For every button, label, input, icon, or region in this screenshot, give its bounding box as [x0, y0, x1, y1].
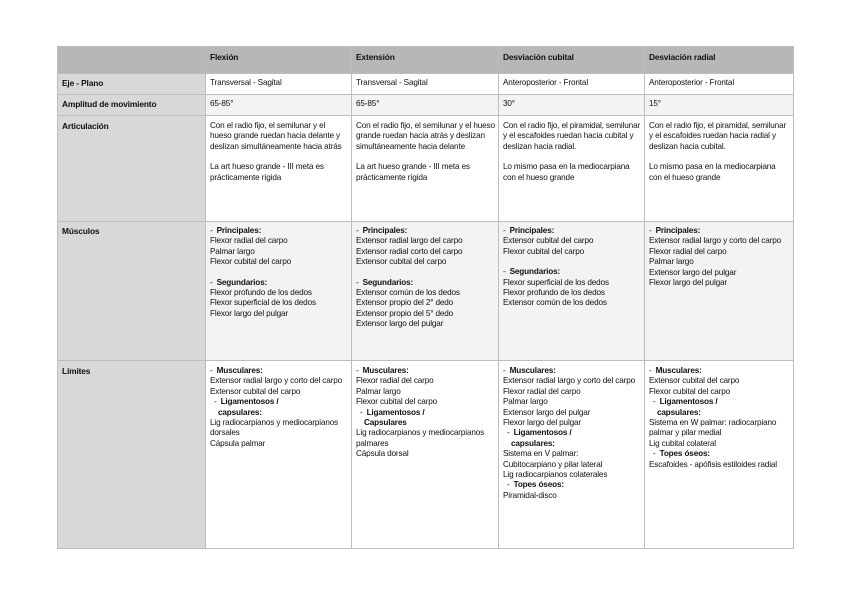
cell-text-line: Sistema en V palmar: [503, 449, 579, 459]
header-flexion: Flexión [206, 47, 352, 74]
table-cell [352, 74, 499, 95]
dash-bullet-icon: - [507, 428, 510, 438]
header-extension: Extensión [352, 47, 499, 74]
cell-text-line: Extensor radial largo del carpo [356, 236, 463, 246]
cell-text-line: Extensor largo del pulgar [356, 319, 444, 329]
cell-text-line: Lig radiocarpianos colaterales [503, 470, 608, 480]
cell-subheading-text: Ligamentosos / [366, 407, 425, 417]
cell-subheading-text: Segundarios: [362, 277, 414, 287]
cell-text-line: Extensor radial largo y corto del carpo [503, 376, 636, 386]
cell-text-line: Flexor profundo de los dedos [210, 288, 312, 298]
paragraph-gap [649, 152, 790, 162]
cell-subheading-text: Musculares: [216, 366, 263, 375]
cell-subheading-text: Musculares: [655, 366, 702, 375]
row-articulacion [58, 116, 794, 222]
dash-bullet-icon: - [210, 226, 213, 235]
cell-subheading [503, 480, 641, 490]
row-musculos [58, 222, 794, 361]
cell-text-line: Flexor cubital del carpo [649, 386, 731, 396]
header-row [58, 47, 794, 74]
paragraph-gap [503, 152, 641, 162]
cell-subheading-text: Principales: [655, 226, 701, 235]
table-cell [499, 222, 645, 361]
paragraph-gap [210, 268, 348, 278]
cell-subheading [649, 397, 790, 407]
cell-text-line: Flexor radial del carpo [210, 236, 288, 246]
cell-subheading [503, 428, 641, 438]
cell-subheading-text: Musculares: [362, 366, 409, 375]
table-cell [499, 361, 645, 549]
cell-text-line: Extensor radial corto del carpo [356, 246, 463, 256]
dash-bullet-icon: - [507, 480, 510, 490]
cell-subheading-text: Principales: [509, 226, 555, 235]
cell-subheading [210, 366, 348, 376]
cell-text-line: Flexor largo del pulgar [210, 308, 289, 318]
paragraph-gap [503, 257, 641, 267]
cell-text-line: Flexor superficial de los dedos [503, 277, 609, 287]
cell-text-line: Lo mismo pasa en la mediocarpiana con el hueso grande [503, 162, 630, 182]
cell-subheading-continued: capsulares: [511, 438, 555, 448]
cell-subheading [356, 408, 495, 418]
cell-text-line: Flexor superficial de los dedos [210, 298, 316, 308]
dash-bullet-icon: - [653, 397, 656, 407]
table-cell [206, 116, 352, 222]
corner-header [58, 47, 206, 74]
table-cell [645, 116, 794, 222]
cell-subheading [356, 278, 495, 288]
cell-subheading-text: Topes óseos: [659, 449, 710, 459]
header-desviacion-cubital: Desviación cubital [499, 47, 645, 74]
cell-text-line: Lig radiocarpianos y mediocarpianos dorsales [210, 418, 339, 438]
table-cell [206, 74, 352, 95]
table-cell [645, 95, 794, 116]
table-cell [499, 95, 645, 116]
cell-subheading-continued: Capsulares [364, 418, 407, 428]
cell-subheading-text: Segundarios: [509, 267, 561, 277]
cell-subheading [649, 226, 790, 236]
table-cell [645, 361, 794, 549]
cell-text-line: Con el radio fijo, el piramidal, semilunar y el escafoides ruedan hacia radial y deslizan hacia cubital. [649, 121, 787, 151]
cell-text-line: Palmar largo [210, 246, 255, 256]
dash-bullet-icon: - [214, 397, 217, 407]
dash-bullet-icon: - [356, 226, 359, 235]
cell-text-line: Lo mismo pasa en la mediocarpiana con el hueso grande [649, 162, 776, 182]
table-cell [352, 361, 499, 549]
dash-bullet-icon: - [503, 226, 506, 235]
cell-subheading-text: Ligamentosos / [513, 428, 572, 438]
cell-subheading [210, 226, 348, 236]
cell-subheading [210, 397, 348, 407]
cell-text-line: Flexor largo del pulgar [503, 418, 582, 428]
cell-subheading-text: Ligamentosos / [659, 397, 718, 407]
cell-text-line: Extensor radial largo y corto del carpo [649, 236, 782, 246]
cell-text-line: Extensor radial largo y corto del carpo [210, 376, 343, 386]
cell-text-line: Cubitocarpiano y pilar lateral [503, 459, 603, 469]
cell-subheading [503, 226, 641, 236]
cell-text-line: 65-85° [356, 99, 380, 108]
cell-text-line: Piramidal-disco [503, 490, 557, 500]
cell-subheading [503, 366, 641, 376]
cell-text-line: Flexor profundo de los dedos [503, 288, 605, 298]
paragraph-gap [210, 152, 348, 162]
cell-text-line: Extensor propio del 5° dedo [356, 308, 454, 318]
cell-text-line: La art hueso grande - III meta es prácticamente rígida [210, 162, 324, 182]
cell-subheading-continued: capsulares: [657, 407, 701, 417]
row-label: Músculos [58, 222, 206, 361]
dash-bullet-icon: - [653, 449, 656, 459]
cell-text-line: Anteroposterior - Frontal [503, 78, 588, 87]
cell-subheading-text: Ligamentosos / [220, 397, 279, 407]
cell-text-line: Con el radio fijo, el semilunar y el hueso grande ruedan hacia atrás y deslizan simultáneamente hacia delante [356, 121, 495, 151]
cell-text-line: Extensor largo del pulgar [649, 267, 737, 277]
cell-text-line: Palmar largo [649, 257, 694, 267]
table-cell [352, 222, 499, 361]
cell-text-line: Flexor cubital del carpo [210, 257, 292, 267]
table-cell [352, 95, 499, 116]
dash-bullet-icon: - [210, 277, 213, 287]
table-cell [206, 361, 352, 549]
cell-subheading [649, 449, 790, 459]
table-cell [206, 222, 352, 361]
row-limites [58, 361, 794, 549]
paragraph-gap [356, 268, 495, 278]
cell-text-line: 15° [649, 99, 661, 108]
table-cell [499, 116, 645, 222]
dash-bullet-icon: - [210, 366, 213, 375]
row-label: Eje - Plano [58, 74, 206, 95]
header-desviacion-radial: Desviación radial [645, 47, 794, 74]
cell-text-line: Transversal - Sagital [356, 78, 428, 87]
cell-text-line: Flexor radial del carpo [356, 376, 434, 386]
table-cell [645, 74, 794, 95]
cell-subheading-text: Musculares: [509, 366, 556, 375]
cell-text-line: La art hueso grande - III meta es prácticamente rígida [356, 162, 470, 182]
row-label: Amplitud de movimiento [58, 95, 206, 116]
cell-subheading-text: Topes óseos: [513, 480, 564, 490]
table-cell [499, 74, 645, 95]
cell-subheading [649, 366, 790, 376]
row-eje-plano [58, 74, 794, 95]
cell-subheading-text: Principales: [362, 226, 408, 235]
cell-text-line: Flexor cubital del carpo [503, 246, 585, 256]
wrist-movements-table [57, 46, 794, 549]
cell-text-line: Extensor cubital del carpo [503, 236, 594, 246]
table-cell [206, 95, 352, 116]
cell-text-line: Lig cubital colateral [649, 438, 716, 448]
cell-text-line: Flexor largo del pulgar [649, 278, 728, 288]
dash-bullet-icon: - [649, 366, 652, 375]
cell-text-line: Flexor radial del carpo [649, 246, 727, 256]
cell-text-line: Sistema en W palmar: radiocarpiano palmar y pilar medial [649, 418, 777, 438]
dash-bullet-icon: - [503, 366, 506, 375]
table-cell [352, 116, 499, 222]
cell-text-line: Lig radiocarpianos y mediocarpianos palmares [356, 428, 485, 448]
cell-text-line: Con el radio fijo, el piramidal, semilunar y el escafoides ruedan hacia cubital y deslizan hacia radial. [503, 121, 641, 151]
cell-subheading [503, 267, 641, 277]
cell-text-line: Cápsula dorsal [356, 449, 409, 459]
cell-text-line: Flexor radial del carpo [503, 386, 581, 396]
cell-text-line: Flexor cubital del carpo [356, 397, 438, 407]
cell-text-line: Escafoides - apófisis estiloides radial [649, 459, 777, 469]
cell-text-line: Palmar largo [503, 397, 548, 407]
cell-subheading-text: Principales: [216, 226, 262, 235]
dash-bullet-icon: - [649, 226, 652, 235]
cell-text-line: Cápsula palmar [210, 438, 266, 448]
dash-bullet-icon: - [360, 407, 363, 417]
cell-text-line: Con el radio fijo, el semilunar y el hueso grande ruedan hacia delante y deslizan simultáneamente hacia atrás [210, 121, 342, 151]
row-label: Articulación [58, 116, 206, 222]
cell-text-line: Extensor cubital del carpo [210, 386, 301, 396]
paragraph-gap [356, 152, 495, 162]
cell-text-line: Extensor largo del pulgar [503, 407, 591, 417]
dash-bullet-icon: - [503, 267, 506, 277]
row-label: Límites [58, 361, 206, 549]
dash-bullet-icon: - [356, 277, 359, 287]
cell-subheading [356, 366, 495, 376]
cell-text-line: Anteroposterior - Frontal [649, 78, 734, 87]
cell-subheading-text: Segundarios: [216, 277, 268, 287]
cell-text-line: 30° [503, 99, 515, 108]
cell-text-line: Extensor cubital del carpo [356, 257, 447, 267]
cell-text-line: Extensor común de los dedos [356, 288, 460, 298]
dash-bullet-icon: - [356, 366, 359, 375]
row-amplitud [58, 95, 794, 116]
cell-text-line: Transversal - Sagital [210, 78, 282, 87]
cell-text-line: Extensor propio del 2° dedo [356, 298, 454, 308]
cell-text-line: Palmar largo [356, 386, 401, 396]
cell-text-line: Extensor cubital del carpo [649, 376, 740, 386]
cell-subheading [210, 278, 348, 288]
cell-text-line: Extensor común de los dedos [503, 298, 607, 308]
cell-subheading-continued: capsulares: [218, 407, 262, 417]
cell-text-line: 65-85° [210, 99, 234, 108]
table-cell [645, 222, 794, 361]
cell-subheading [356, 226, 495, 236]
